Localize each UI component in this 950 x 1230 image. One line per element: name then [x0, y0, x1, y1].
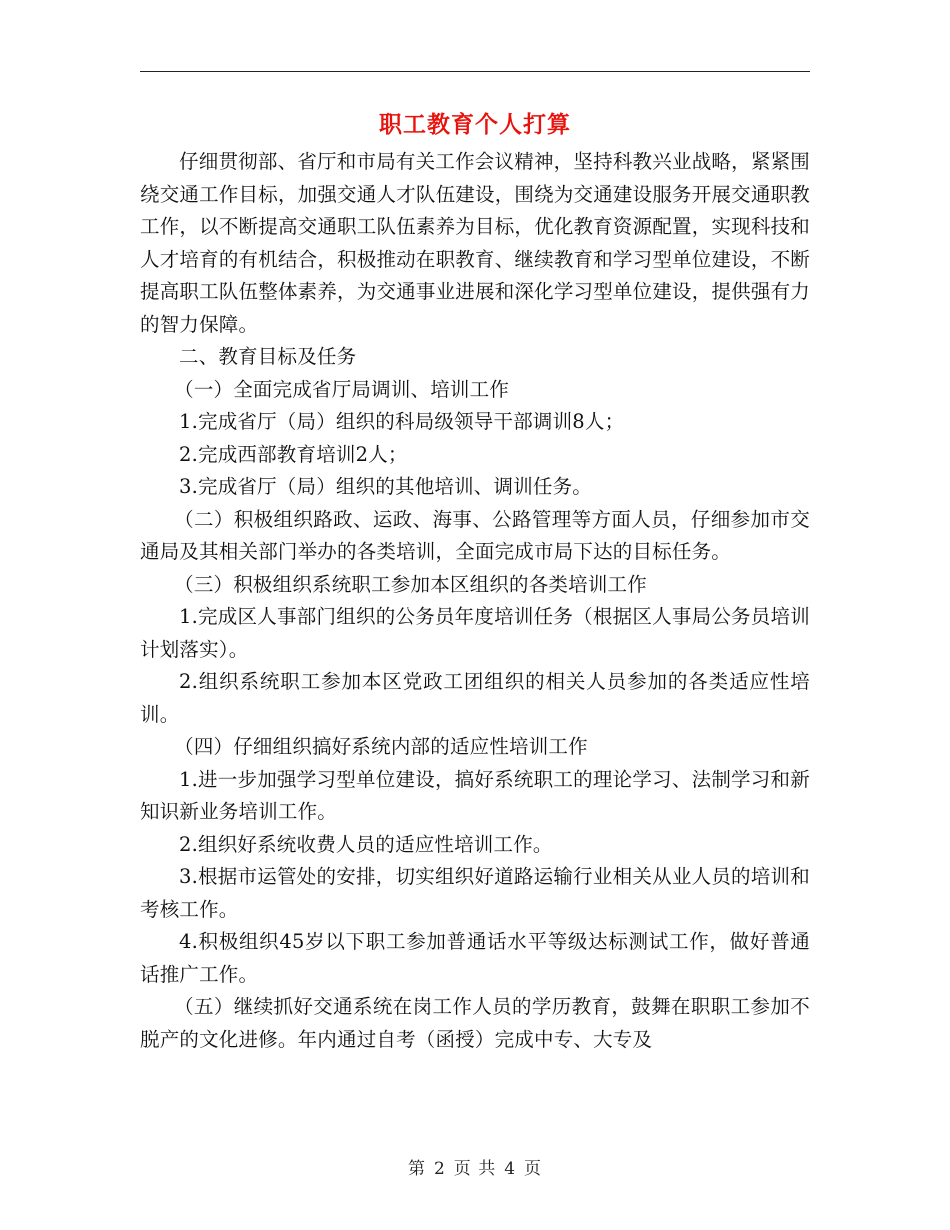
total-pages-number: 4 — [504, 1159, 517, 1179]
subsection-heading-3: （三）积极组织系统职工参加本区组织的各类培训工作 — [174, 572, 647, 596]
list-item: 3.根据市运管处的安排，切实组织好道路运输行业相关从业人员的培训和考核工作。 — [140, 865, 810, 921]
subsection-heading-1: （一）全面完成省厅局调训、培训工作 — [174, 377, 510, 401]
subsection-heading-5: （五）继续抓好交通系统在岗工作人员的学历教育，鼓舞在职职工参加不脱产的文化进修。年内通过自考（函授）完成中专、大专及 — [140, 995, 810, 1051]
list-item: 3.完成省厅（局）组织的其他培训、调训任务。 — [179, 475, 593, 498]
document-title: 职工教育个人打算 — [379, 111, 571, 138]
list-item: 2.组织好系统收费人员的适应性培训工作。 — [179, 832, 553, 856]
page-label-prefix: 第 — [407, 1159, 426, 1179]
page-footer — [0, 1154, 950, 1179]
page-label-mid: 页 共 — [453, 1159, 497, 1179]
subsection-heading-2: （二）积极组织路政、运政、海事、公路管理等方面人员，仔细参加市交通局及其相关部门举办的各类培训，全面完成市局下达的目标任务。 — [140, 507, 810, 563]
paragraph-intro: 仔细贯彻部、省厅和市局有关工作会议精神，坚持科教兴业战略，紧紧围绕交通工作目标，加强交通人才队伍建设，围绕为交通建设服务开展交通职教工作，以不断提高交通职工队伍素养为目标，优化教育资源配置，实现科技和人才培育的有机结合，积极推动在职教育、继续教育和学习型单位建设，不断提高职工队伍整体素养，为交通事业进展和深化学习型单位建设，提供强有力的智力保障。 — [140, 150, 810, 336]
header-rule — [140, 71, 810, 72]
subsection-heading-4: （四）仔细组织搞好系统内部的适应性培训工作 — [174, 735, 588, 758]
current-page-number: 2 — [433, 1159, 446, 1179]
list-item: 1.进一步加强学习型单位建设，搞好系统职工的理论学习、法制学习和新知识新业务培训工作。 — [140, 767, 810, 823]
list-item: 4.积极组织45岁以下职工参加普通话水平等级达标测试工作，做好普通话推广工作。 — [140, 930, 810, 986]
list-item: 2.组织系统职工参加本区党政工团组织的相关人员参加的各类适应性培训。 — [140, 670, 810, 726]
list-item: 1.完成省厅（局）组织的科局级领导干部调训8人； — [179, 410, 625, 433]
list-item: 1.完成区人事部门组织的公务员年度培训任务（根据区人事局公务员培训计划落实）。 — [140, 605, 810, 661]
list-item: 2.完成西部教育培训2人； — [179, 442, 408, 466]
document-body — [140, 146, 810, 1056]
page-label-suffix: 页 — [524, 1159, 543, 1179]
section-heading-goals: 二、教育目标及任务 — [179, 345, 357, 368]
